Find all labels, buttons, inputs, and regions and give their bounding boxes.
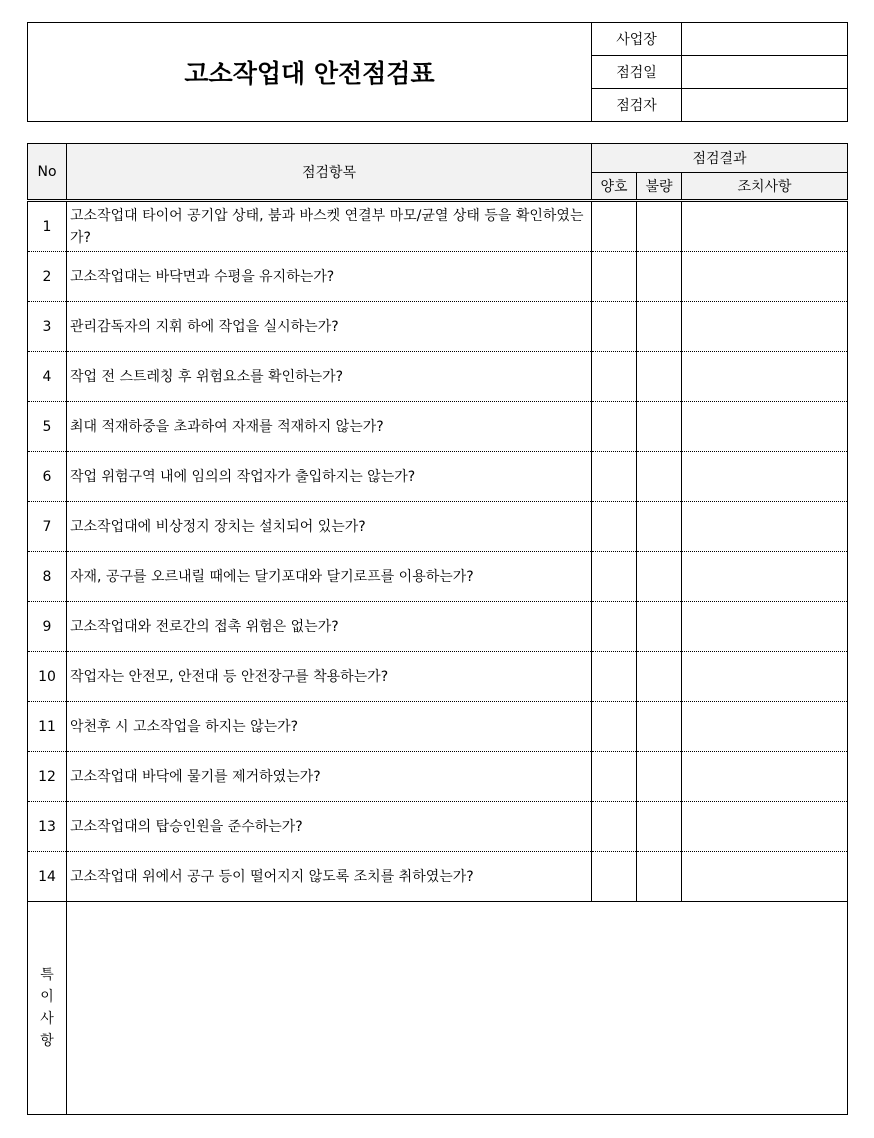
row-number: 11 [28, 702, 67, 752]
check-item-text: 관리감독자의 지휘 하에 작업을 실시하는가? [67, 302, 592, 352]
good-cell[interactable] [592, 802, 637, 852]
table-row [28, 802, 848, 852]
check-item-text: 자재, 공구를 오르내릴 때에는 달기포대와 달기로프를 이용하는가? [67, 552, 592, 602]
row-number: 9 [28, 602, 67, 652]
good-cell[interactable] [592, 502, 637, 552]
good-cell[interactable] [592, 852, 637, 902]
action-cell[interactable] [682, 552, 848, 602]
good-cell[interactable] [592, 752, 637, 802]
info-label: 사업장 [592, 23, 682, 56]
action-cell[interactable] [682, 302, 848, 352]
col-good: 양호 [592, 173, 637, 201]
row-number: 2 [28, 252, 67, 302]
col-bad: 불량 [637, 173, 682, 201]
bad-cell[interactable] [637, 502, 682, 552]
bad-cell[interactable] [637, 702, 682, 752]
table-row [28, 402, 848, 452]
check-item-text: 악천후 시 고소작업을 하지는 않는가? [67, 702, 592, 752]
table-row [28, 702, 848, 752]
action-cell[interactable] [682, 652, 848, 702]
table-row [28, 201, 848, 252]
action-cell[interactable] [682, 452, 848, 502]
row-number: 13 [28, 802, 67, 852]
row-number: 6 [28, 452, 67, 502]
row-number: 7 [28, 502, 67, 552]
check-item-text: 고소작업대 타이어 공기압 상태, 붐과 바스켓 연결부 마모/균열 상태 등을 확인하였는가? [67, 201, 592, 252]
checklist-table [27, 143, 848, 1115]
check-item-text: 최대 적재하중을 초과하여 자재를 적재하지 않는가? [67, 402, 592, 452]
bad-cell[interactable] [637, 552, 682, 602]
row-number: 1 [28, 201, 67, 252]
check-item-text: 작업자는 안전모, 안전대 등 안전장구를 착용하는가? [67, 652, 592, 702]
bad-cell[interactable] [637, 602, 682, 652]
good-cell[interactable] [592, 652, 637, 702]
bad-cell[interactable] [637, 402, 682, 452]
table-row [28, 252, 848, 302]
workplace-field[interactable] [682, 23, 848, 56]
row-number: 8 [28, 552, 67, 602]
header-table [27, 22, 848, 122]
action-cell[interactable] [682, 602, 848, 652]
check-item-text: 고소작업대 바닥에 물기를 제거하였는가? [67, 752, 592, 802]
bad-cell[interactable] [637, 201, 682, 252]
table-row [28, 602, 848, 652]
bad-cell[interactable] [637, 252, 682, 302]
action-cell[interactable] [682, 502, 848, 552]
check-item-text: 고소작업대의 탑승인원을 준수하는가? [67, 802, 592, 852]
good-cell[interactable] [592, 402, 637, 452]
table-row [28, 452, 848, 502]
action-cell[interactable] [682, 402, 848, 452]
col-action: 조치사항 [682, 173, 848, 201]
action-cell[interactable] [682, 352, 848, 402]
row-number: 5 [28, 402, 67, 452]
bad-cell[interactable] [637, 352, 682, 402]
table-row [28, 302, 848, 352]
good-cell[interactable] [592, 552, 637, 602]
action-cell[interactable] [682, 852, 848, 902]
action-cell[interactable] [682, 802, 848, 852]
page-title: 고소작업대 안전점검표 [28, 23, 592, 122]
row-number: 3 [28, 302, 67, 352]
bad-cell[interactable] [637, 802, 682, 852]
bad-cell[interactable] [637, 852, 682, 902]
date-field[interactable] [682, 56, 848, 89]
good-cell[interactable] [592, 201, 637, 252]
table-row [28, 502, 848, 552]
bad-cell[interactable] [637, 452, 682, 502]
good-cell[interactable] [592, 302, 637, 352]
check-item-text: 고소작업대와 전로간의 접촉 위험은 없는가? [67, 602, 592, 652]
action-cell[interactable] [682, 702, 848, 752]
good-cell[interactable] [592, 602, 637, 652]
action-cell[interactable] [682, 201, 848, 252]
table-row [28, 552, 848, 602]
good-cell[interactable] [592, 352, 637, 402]
col-no: No [28, 144, 67, 201]
bad-cell[interactable] [637, 652, 682, 702]
check-item-text: 고소작업대 위에서 공구 등이 떨어지지 않도록 조치를 취하였는가? [67, 852, 592, 902]
check-item-text: 고소작업대는 바닥면과 수평을 유지하는가? [67, 252, 592, 302]
notes-label-text: 특 이 사 항 [40, 967, 54, 1049]
check-item-text: 작업 위험구역 내에 임의의 작업자가 출입하지는 않는가? [67, 452, 592, 502]
inspector-field[interactable] [682, 89, 848, 122]
check-item-text: 작업 전 스트레칭 후 위험요소를 확인하는가? [67, 352, 592, 402]
action-cell[interactable] [682, 252, 848, 302]
table-row [28, 652, 848, 702]
check-item-text: 고소작업대에 비상정지 장치는 설치되어 있는가? [67, 502, 592, 552]
row-number: 12 [28, 752, 67, 802]
notes-label [28, 902, 67, 1115]
table-row [28, 352, 848, 402]
good-cell[interactable] [592, 702, 637, 752]
info-label: 점검일 [592, 56, 682, 89]
info-label: 점검자 [592, 89, 682, 122]
good-cell[interactable] [592, 452, 637, 502]
bad-cell[interactable] [637, 752, 682, 802]
table-row [28, 852, 848, 902]
row-number: 4 [28, 352, 67, 402]
action-cell[interactable] [682, 752, 848, 802]
table-row [28, 752, 848, 802]
col-result: 점검결과 [592, 144, 848, 173]
bad-cell[interactable] [637, 302, 682, 352]
col-item: 점검항목 [67, 144, 592, 201]
row-number: 10 [28, 652, 67, 702]
row-number: 14 [28, 852, 67, 902]
good-cell[interactable] [592, 252, 637, 302]
notes-field[interactable] [67, 902, 848, 1115]
